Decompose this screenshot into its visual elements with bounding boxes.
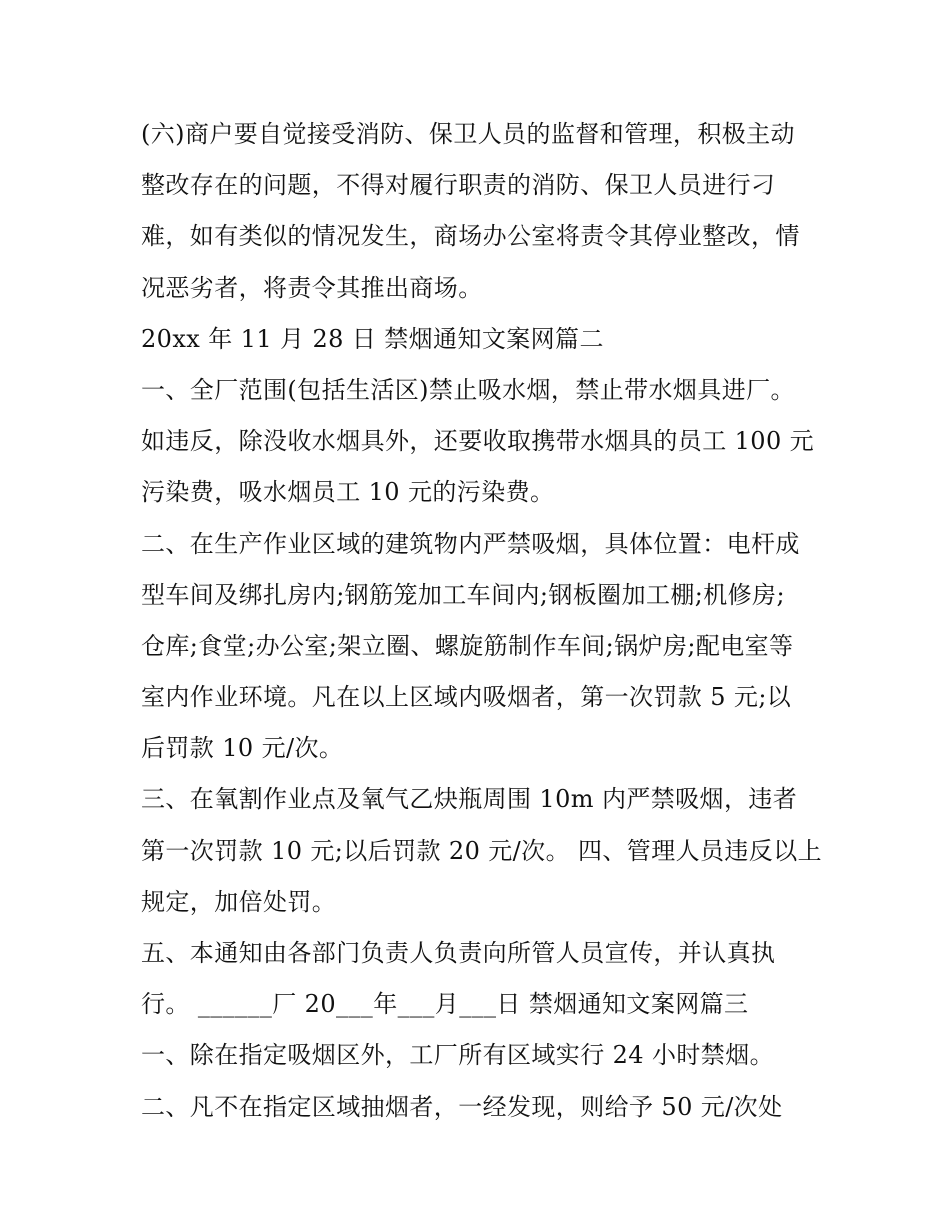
text-line: 行。 ______厂 20___年___月___日 禁烟通知文案网篇三 xyxy=(141,990,749,1019)
text-line: 二、在生产作业区域的建筑物内严禁吸烟，具体位置：电杆成 xyxy=(141,529,800,558)
document-body xyxy=(141,109,821,1133)
text-line: 况恶劣者，将责令其推出商场。 xyxy=(141,273,483,302)
section-heading-line: 20xx 年 11 月 28 日 禁烟通知文案网篇二 xyxy=(141,324,604,353)
text-line: 二、凡不在指定区域抽烟者，一经发现，则给予 50 元/次处 xyxy=(141,1092,783,1121)
text-line: 整改存在的问题，不得对履行职责的消防、保卫人员进行刁 xyxy=(141,171,776,200)
text-line: (六)商户要自觉接受消防、保卫人员的监督和管理，积极主动 xyxy=(141,120,795,148)
text-line: 三、在氧割作业点及氧气乙炔瓶周围 10m 内严禁吸烟，违者 xyxy=(141,785,798,814)
text-line: 五、本通知由各部门负责人负责向所管人员宣传，并认真执 xyxy=(141,939,776,967)
text-line: 规定，加倍处罚。 xyxy=(141,887,337,916)
text-line: 室内作业环境。凡在以上区域内吸烟者，第一次罚款 5 元;以 xyxy=(141,683,792,712)
text-line: 仓库;食堂;办公室;架立圈、螺旋筋制作车间;锅炉房;配电室等 xyxy=(141,631,794,660)
text-line: 污染费，吸水烟员工 10 元的污染费。 xyxy=(141,478,555,507)
text-line: 型车间及绑扎房内;钢筋笼加工车间内;钢板圈加工棚;机修房; xyxy=(141,580,785,609)
text-line: 后罚款 10 元/次。 xyxy=(141,734,344,763)
text-line: 第一次罚款 10 元;以后罚款 20 元/次。 四、管理人员违反以上 xyxy=(141,836,822,865)
text-line: 一、除在指定吸烟区外，工厂所有区域实行 24 小时禁烟。 xyxy=(141,1041,774,1070)
text-line: 难，如有类似的情况发生，商场办公室将责令其停业整改，情 xyxy=(141,222,800,251)
text-line: 如违反，除没收水烟具外，还要收取携带水烟具的员工 100 元 xyxy=(141,427,815,456)
text-line: 一、全厂范围(包括生活区)禁止吸水烟，禁止带水烟具进厂。 xyxy=(141,375,795,404)
